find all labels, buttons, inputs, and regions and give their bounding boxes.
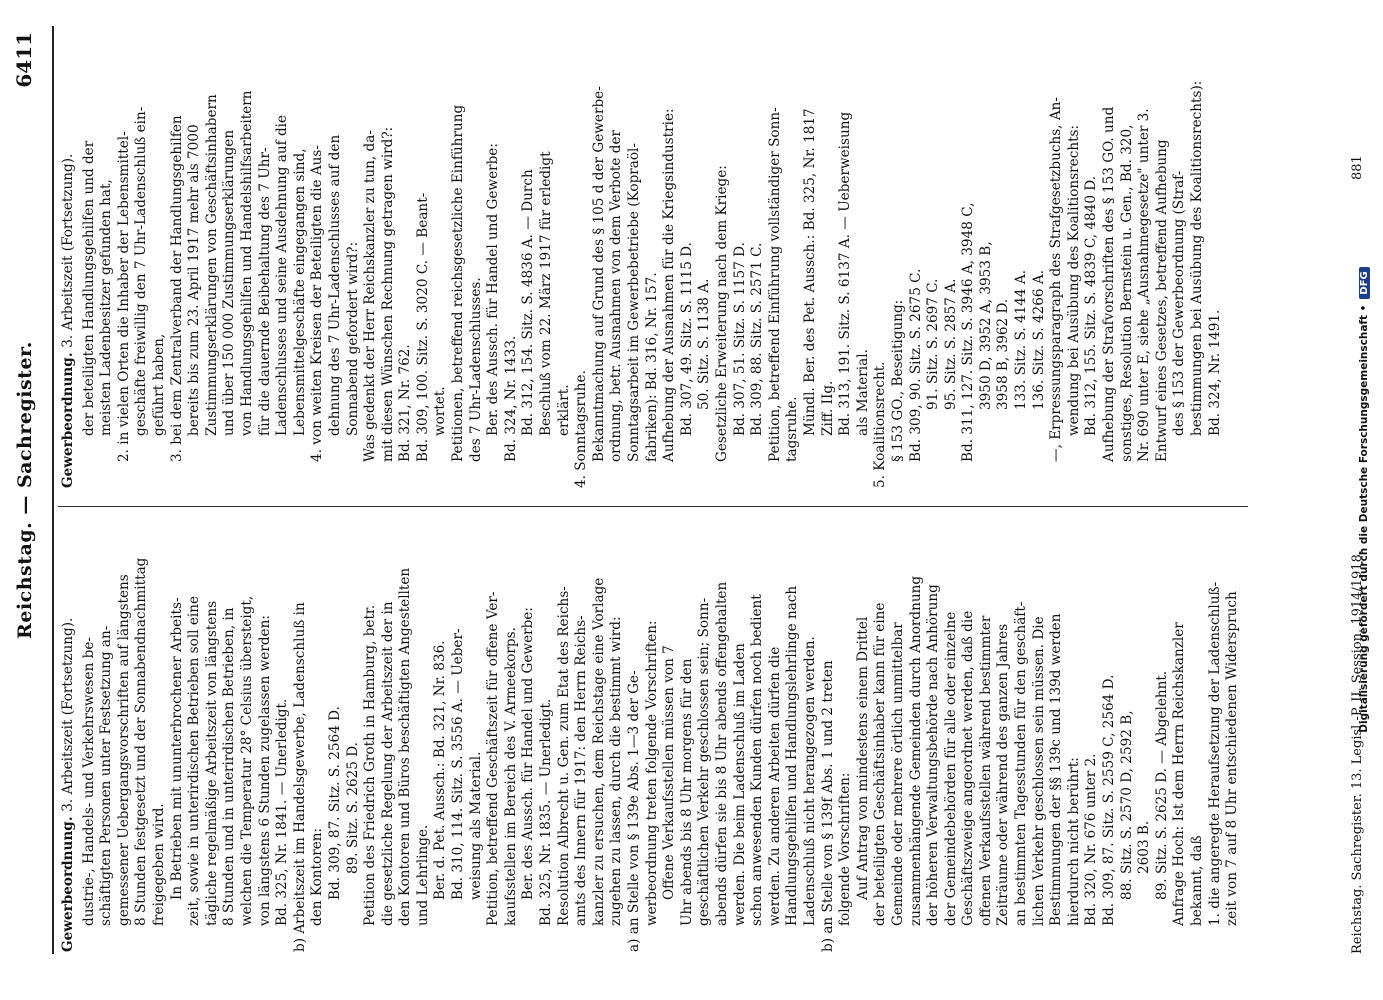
text-line: Anfrage Hoch: Ist dem Herrn Reichskanzler xyxy=(1171,622,1188,926)
text-line: Nr. 690 unter E, siehe „Ausnahmegesetze" unter 3. xyxy=(1136,108,1153,462)
text-line: Uhr abends bis 8 Uhr morgens für den xyxy=(678,658,695,926)
text-line: Zeiträume oder während des ganzen Jahres xyxy=(995,623,1012,926)
digitization-note xyxy=(1358,20,1378,980)
text-line: Aufhebung der Strafvorschriften des § 153 GO. und xyxy=(1101,106,1118,462)
text-line: Bd. 321, Nr. 762. xyxy=(397,344,414,462)
text-line: Bd. 310, 114. Sitz. S. 3556 A. — Ueber- xyxy=(450,628,467,900)
left-heading-sub: 3. Arbeitszeit (Fortsetzung). xyxy=(60,617,76,812)
text-line: Petitionen, betreffend reichsgesetzliche Einführung xyxy=(450,104,467,462)
text-line: fabriken): Bd. 316, Nr. 157. xyxy=(643,272,660,462)
text-line: Petition, betreffend Geschäftszeit für offene Ver- xyxy=(485,591,502,926)
text-line: tägliche regelmäßige Arbeitszeit von längstens xyxy=(203,600,220,926)
text-line: Entwurf eines Gesetzes, betreffend Aufhebung xyxy=(1153,139,1170,462)
text-line: Sonnabend gefordert wird?: xyxy=(344,241,361,436)
text-line: zeit, sowie in unterirdischen Betrieben soll eine xyxy=(186,595,203,926)
text-line: Bd. 309, 88. Sitz. S. 2571 C. xyxy=(749,242,766,436)
text-line: der Gemeindebehörden für alle oder einzelne xyxy=(942,611,959,926)
text-line: zugehen zu lassen, durch die bestimmt wird: xyxy=(608,616,625,926)
text-line: Bd. 307, 51. Sitz. S. 1157 D. xyxy=(731,242,748,436)
text-line: Bd. 313, 191. Sitz. S. 6137 A. — Ueberweisung xyxy=(837,111,854,436)
text-line: Bekanntmachung auf Grund des § 105 d der Gewerbe- xyxy=(590,86,607,462)
page-title: Reichstag. — Sachregister. xyxy=(14,341,36,639)
text-line: 3950 D, 3952 A, 3953 B, xyxy=(977,241,994,410)
text-line: Ladenschluß nicht herangezogen werden. xyxy=(801,636,818,926)
text-line: lichen Verkehr geschlossen sein müssen. Die xyxy=(1030,616,1047,926)
dfg-logo: DFG xyxy=(1359,267,1370,298)
text-line: Petition des Friedrich Groth in Hamburg, betr. xyxy=(362,604,379,926)
text-line: den Kontoren und Büros beschäftigten Angestellten xyxy=(397,567,414,926)
text-line: den Kontoren: xyxy=(309,827,326,926)
text-line: Ziff. IIg. xyxy=(819,380,836,436)
text-line: und über 150 000 Zustimmungserklärungen xyxy=(221,129,238,436)
text-line: Bd. 324, Nr. 1491. xyxy=(1206,309,1223,436)
text-line: Geschäftszweige angeordnet werden, daß die xyxy=(960,610,977,926)
page-header xyxy=(0,26,54,954)
text-line: 50. Sitz. S. 1138 A. xyxy=(696,278,713,410)
text-line: werden. Die beim Ladenschluß im Laden xyxy=(731,643,748,926)
text-line: Ber. d. Pet. Aussch.: Bd. 321, Nr. 836. xyxy=(432,640,449,900)
text-line: schäftigten Personen unter Festsetzung an- xyxy=(98,625,115,926)
text-line: des § 153 der Gewerbeordnung (Straf- xyxy=(1171,170,1188,436)
text-line: wendung bei Ausübung des Koalitionsrechts: xyxy=(1065,124,1082,436)
text-line: 2603 B. xyxy=(1136,820,1153,874)
text-line: geschäfte freiwillig den 7 Uhr-Ladenschluß ein- xyxy=(133,106,150,436)
text-line: Mündl. Ber. des Pet. Aussch.: Bd. 325, Nr. 1817 xyxy=(801,108,818,436)
text-line: weisung als Material. xyxy=(467,751,484,900)
text-line: Bestimmungen der §§ 139c und 139d werden xyxy=(1048,613,1065,926)
text-line: 3. bei dem Zentralverband der Handlungsgehilfen xyxy=(168,115,185,462)
text-line: 3958 B, 3962 D. xyxy=(995,298,1012,410)
text-line: ordnung, betr. Ausnahmen von dem Verbote der xyxy=(608,130,625,462)
text-line: Offene Verkaufsstellen müssen von 7 xyxy=(661,645,678,900)
text-line: Aufhebung der Ausnahmen für die Kriegsindustrie: xyxy=(661,108,678,462)
text-line: Ladenschlusses und seine Ausdehnung auf die xyxy=(274,114,291,436)
text-line: mit diesen Wünschen Rechnung getragen wird?: xyxy=(379,126,396,462)
right-column xyxy=(60,40,1250,488)
text-line: 133. Sitz. S. 4144 A. xyxy=(1013,269,1030,410)
text-line: Petition, betreffend Einführung vollständiger Sonn- xyxy=(766,107,783,462)
text-line: 136. Sitz. S. 4266 A. xyxy=(1030,269,1047,410)
right-column-lines xyxy=(81,40,1225,488)
text-line: Bd. 311, 127. Sitz. S. 3946 A, 3948 C, xyxy=(960,202,977,462)
text-line: Resolution Albrecht u. Gen. zum Etat des Reichs- xyxy=(555,586,572,926)
page-number: 6411 xyxy=(12,32,36,88)
left-heading-keyword: Gewerbeordnung. xyxy=(60,816,76,952)
text-line: Bd. 309, 100. Sitz. S. 3020 C. — Beant- xyxy=(414,192,431,462)
text-line: geführt haben, xyxy=(150,333,167,436)
text-line: Bd. 325, Nr. 1841. — Unerledigt. xyxy=(274,698,291,926)
text-line: freigegeben wird. xyxy=(150,803,167,926)
text-line: wortet. xyxy=(432,386,449,436)
text-line: 2. in vielen Orten die Inhaber der Lebensmittel- xyxy=(115,131,132,462)
page-footer: Reichstag. Sachregister. 13. Legisl.-P. II. Session. 1914/1918. xyxy=(1350,550,1365,954)
text-line: b) Arbeitszeit im Handelsgewerbe, Ladenschluß in xyxy=(291,602,308,952)
text-line: abends dürfen sie bis 8 Uhr abends offengehalten xyxy=(713,581,730,926)
footer-number: 881 xyxy=(1350,155,1365,180)
text-line: 89. Sitz. S. 2625 D. — Abgelehnt. xyxy=(1153,670,1170,900)
text-line: Lebensmittelgeschäfte eingegangen sind, xyxy=(291,148,308,436)
text-line: Was gedenkt der Herr Reichskanzler zu tun, da- xyxy=(362,130,379,462)
text-line: bestimmungen bei Ausübung des Koalitionsrechts): xyxy=(1189,80,1205,436)
text-line: des 7 Uhr-Ladenschlusses. xyxy=(467,277,484,462)
text-line: b) an Stelle von § 139f Abs. 1 und 2 treten xyxy=(819,660,836,952)
text-line: zeit von 7 auf 8 Uhr entschiedenen Widerspruch xyxy=(1224,591,1241,926)
text-line: Bd. 309, 87. Sitz. S. 2564 D. xyxy=(326,706,343,900)
text-line: Bd. 312, 154. Sitz. S. 4836 A. — Durch xyxy=(520,169,537,436)
text-line: der beteiligten Geschäftsinhaber kann für eine xyxy=(872,602,889,926)
text-line: Bd. 320, Nr. 676 unter 2. xyxy=(1083,753,1100,926)
text-line: Gemeinde oder mehrere örtlich unmittelbar xyxy=(889,622,906,926)
text-line: 95. Sitz. S. 2857 A. xyxy=(942,278,959,410)
text-line: Ber. des Aussch. für Handel und Gewerbe: xyxy=(485,143,502,436)
text-line: für die dauernde Beibehaltung des 7 Uhr- xyxy=(256,147,273,436)
text-line: dehnung des 7 Uhr-Ladenschlusses auf den xyxy=(326,134,343,436)
text-line: zusammenhängende Gemeinden durch Anordnung xyxy=(907,575,924,926)
text-line: an bestimmten Tagesstunden für den geschäft- xyxy=(1013,601,1030,926)
text-line: amts des Innern für 1917: den Herrn Reichs- xyxy=(573,615,590,926)
text-line: Bd. 325, Nr. 1835. — Unerledigt. xyxy=(538,698,555,926)
text-line: erklärt. xyxy=(555,384,572,436)
text-line: 5. Koalitionsrecht. xyxy=(872,361,889,488)
text-line: werbeordnung treten folgende Vorschriften: xyxy=(643,620,660,926)
left-column-lines xyxy=(81,524,1242,952)
text-line: Bd. 309, 87. Sitz. S. 2559 C, 2564 D. xyxy=(1101,674,1118,926)
right-heading-keyword: Gewerbeordnung. xyxy=(60,352,76,488)
text-line: kanzler zu ersuchen, dem Reichstage eine Vorlage xyxy=(590,577,607,926)
text-line: 89. Sitz. S. 2625 D. xyxy=(344,742,361,874)
right-heading-sub: 3. Arbeitszeit (Fortsetzung). xyxy=(60,153,76,348)
text-line: Zustimmungserklärungen von Geschäftsinhabern xyxy=(203,94,220,436)
text-line: schon anwesenden Kunden dürfen noch bedient xyxy=(749,594,766,926)
text-line: dustrie-, Handels- und Verkehrswesen be- xyxy=(80,637,97,926)
text-line: hierdurch nicht berührt: xyxy=(1065,757,1082,926)
text-line: von längstens 6 Stunden zugelassen werden: xyxy=(256,615,273,926)
text-line: 4. von weiten Kreisen der Beteiligten die Aus- xyxy=(309,145,326,462)
text-line: Bd. 307, 49. Sitz. S. 1115 D. xyxy=(678,242,695,436)
text-line: Bd. 309, 90. Sitz. S. 2675 C. xyxy=(907,268,924,462)
text-line: von Handlungsgehilfen und Handelshilfsarbeitern xyxy=(238,90,255,436)
text-line: sonstiges, Resolution Bernstein u. Gen., Bd. 320, xyxy=(1118,124,1135,462)
text-line: der beteiligten Handlungsgehilfen und der xyxy=(80,140,97,436)
text-line: bereits bis zum 23. April 1917 mehr als 7000 xyxy=(186,124,203,436)
text-line: tagsruhe. xyxy=(784,396,801,462)
text-line: Gesetzliche Erweiterung nach dem Kriege: xyxy=(713,165,730,462)
text-line: 1. die angeregte Heraufsetzung der Ladenschluß- xyxy=(1206,581,1223,926)
text-line: Beschluß vom 22. März 1917 für erledigt xyxy=(538,151,555,436)
text-line: 91. Sitz. S. 2697 C. xyxy=(925,278,942,410)
text-line: In Betrieben mit ununterbrochener Arbeits- xyxy=(168,597,185,900)
text-line: als Material. xyxy=(854,349,871,436)
text-line: § 153 GO., Beseitigung: xyxy=(889,299,906,462)
text-line: gemessener Uebergangsvorschriften auf längstens xyxy=(115,574,132,926)
left-column xyxy=(60,524,1250,952)
text-line: Bd. 324, Nr. 1433. xyxy=(502,335,519,462)
text-line: werden. Zu anderen Arbeiten dürfen die xyxy=(766,646,783,926)
text-line: Bd. 312, 155. Sitz. S. 4839 C, 4840 D. xyxy=(1083,175,1100,436)
text-line: 8 Stunden und in unterirdischen Betrieben, in xyxy=(221,607,238,926)
text-line: a) an Stelle von § 139e Abs. 1—3 der Ge- xyxy=(626,670,642,952)
text-line: 4. Sonntagsruhe. xyxy=(573,370,590,488)
text-line: Ber. des Aussch. für Handel und Gewerbe: xyxy=(520,607,537,900)
text-line: Auf Antrag von mindestens einem Drittel xyxy=(854,616,871,900)
text-line: geschäftlichen Verkehr geschlossen sein; Sonn- xyxy=(696,597,713,926)
text-line: Sonntagsarbeit im Gewerbebetriebe (Kopraöl- xyxy=(626,143,642,462)
column-divider xyxy=(58,506,1248,507)
text-line: die gesetzliche Regelung der Arbeitszeit der in xyxy=(379,601,396,926)
text-line: meisten Ladenbesitzer gefunden hat, xyxy=(98,179,115,436)
left-column-heading xyxy=(60,524,78,952)
text-line: 88. Sitz. S. 2570 D, 2592 B, xyxy=(1118,710,1135,900)
text-line: —, Erpressungsparagraph des Strafgesetzbuchs, An- xyxy=(1048,97,1065,462)
right-column-heading xyxy=(60,40,78,488)
text-line: offenen Verkaufsstellen während bestimmter xyxy=(977,615,994,926)
text-line: bekannt, daß xyxy=(1189,835,1205,926)
text-line: 8 Stunden festgesetzt und der Sonnabendnachmittag xyxy=(133,557,150,926)
text-line: welchen die Temperatur 28° Celsius übersteigt, xyxy=(238,595,255,926)
digitization-note-text: Digitalisierung gefördert durch die Deutsche Forschungsgemeinschaft • xyxy=(1358,304,1370,733)
text-line: und Lehrlinge. xyxy=(414,824,431,926)
text-line: folgende Vorschriften: xyxy=(837,772,854,926)
text-line: Handlungsgehilfen und Handlungslehrlinge nach xyxy=(784,585,801,926)
text-line: der höheren Verwaltungsbehörde nach Anhörung xyxy=(925,584,942,926)
text-line: kaufsstellen im Bereich des V. Armeekorps. xyxy=(502,627,519,926)
